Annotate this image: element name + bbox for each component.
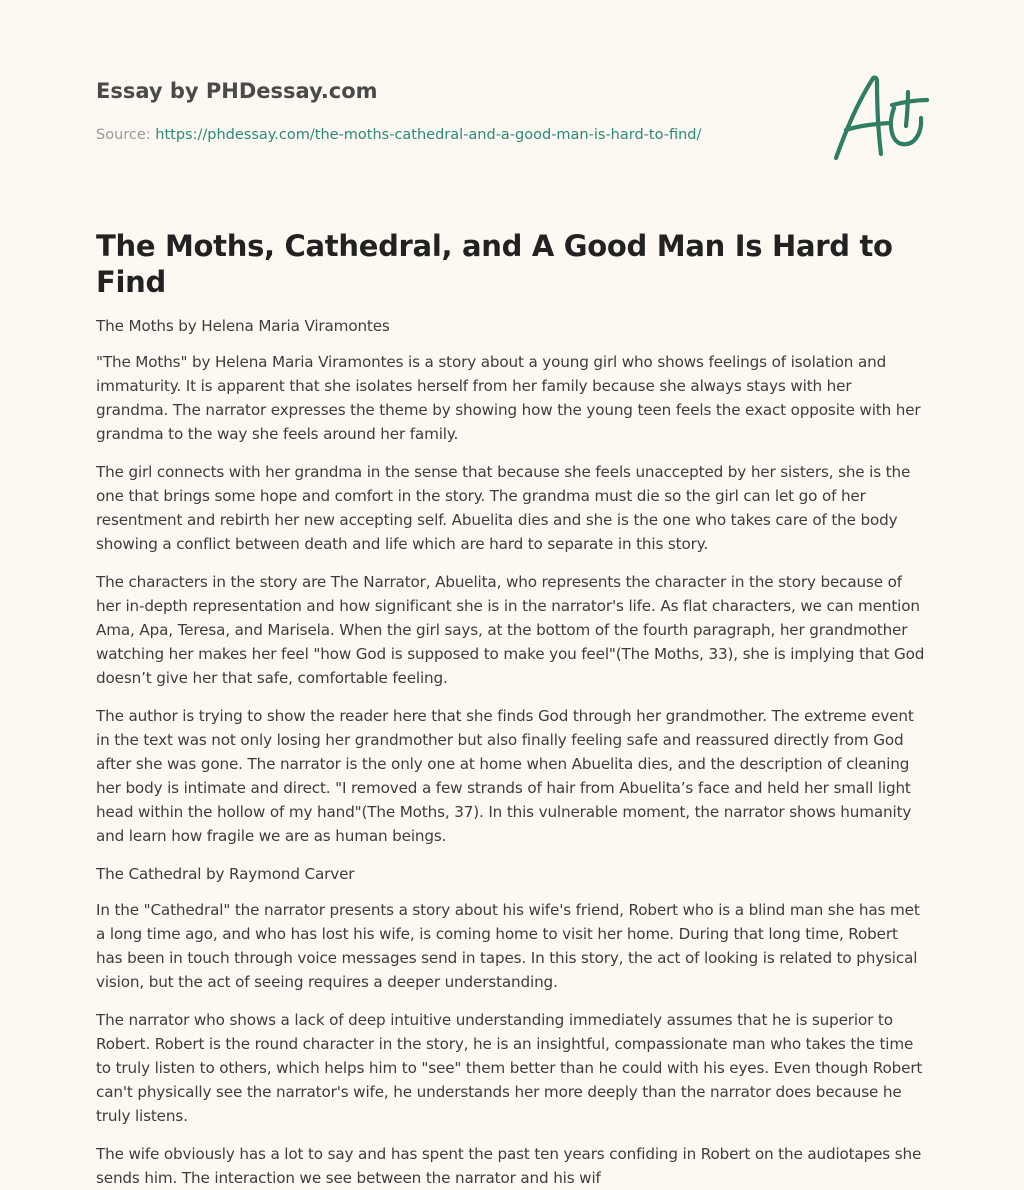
paragraph: The narrator who shows a lack of deep intuitive understanding immediately assumes that he is superior to Robert. Robert is the round character in the story, he is an insightful, compassionate man who takes the time to truly listen to others, which helps him to "see" them better than he could with his eyes. Even though Robert can't physically see the narrator's wife, he understands her more deeply than the narrator does because he truly listens. [96,1011,923,1125]
essay-title: The Moths, Cathedral, and A Good Man Is Hard to Find [96,229,893,299]
source-link[interactable]: https://phdessay.com/the-moths-cathedral-and-a-good-man-is-hard-to-find/ [155,127,702,143]
paragraph: In the "Cathedral" the narrator presents a story about his wife's friend, Robert who is a blind man she has met a long time ago, and who has lost his wife, is coming home to visit her home. During that long time, Robert has been in touch through voice messages send in tapes. In this story, the act of looking is related to physical vision, but the act of seeing requires a deeper understanding. [96,901,920,991]
paragraph: The characters in the story are The Narrator, Abuelita, who represents the character in the story because of her in-depth representation and how significant she is in the narrator's life. As flat characters, we can mention Ama, Apa, Teresa, and Marisela. When the girl says, at the bottom of the fourth paragraph, her grandmother watching her makes her feel "how God is supposed to make you feel"(The Moths, 33), she is implying that God doesn’t give her that safe, comfortable feeling. [96,573,925,687]
a-plus-logo-icon [828,68,932,164]
section-heading-cathedral: The Cathedral by Raymond Carver [96,865,355,883]
paragraph: The author is trying to show the reader here that she finds God through her grandmother. The extreme event in the text was not only losing her grandmother but also finally feeling safe and reassured directly from God after she was gone. The narrator is the only one at home when Abuelita dies, and the description of cleaning her body is intimate and direct. "I removed a few strands of hair from Abuelita’s face and held her small light head within the hollow of my hand"(The Moths, 37). In this vulnerable moment, the narrator shows humanity and learn how fragile we are as human beings. [96,707,914,845]
page-header [96,78,928,188]
section-heading-moths: The Moths by Helena Maria Viramontes [96,317,390,335]
paragraph: "The Moths" by Helena Maria Viramontes is a story about a young girl who shows feelings of isolation and immaturity. It is apparent that she isolates herself from her family because she always stays with her grandma. The narrator expresses the theme by showing how the young teen feels the exact opposite with her grandma to the way she feels around her family. [96,353,921,443]
source-line [96,125,928,145]
source-label: Source: [96,127,151,143]
site-brand: Essay by PHDessay.com [96,79,378,103]
essay-body [96,314,928,1190]
paragraph: The wife obviously has a lot to say and has spent the past ten years confiding in Robert on the audiotapes she sends him. The interaction we see between the narrator and his wif [96,1145,922,1187]
paragraph: The girl connects with her grandma in the sense that because she feels unaccepted by her sisters, she is the one that brings some hope and comfort in the story. The grandma must die so the girl can let go of her resentment and rebirth her new accepting self. Abuelita dies and she is the one who takes care of the body showing a conflict between death and life which are hard to separate in this story. [96,463,911,553]
